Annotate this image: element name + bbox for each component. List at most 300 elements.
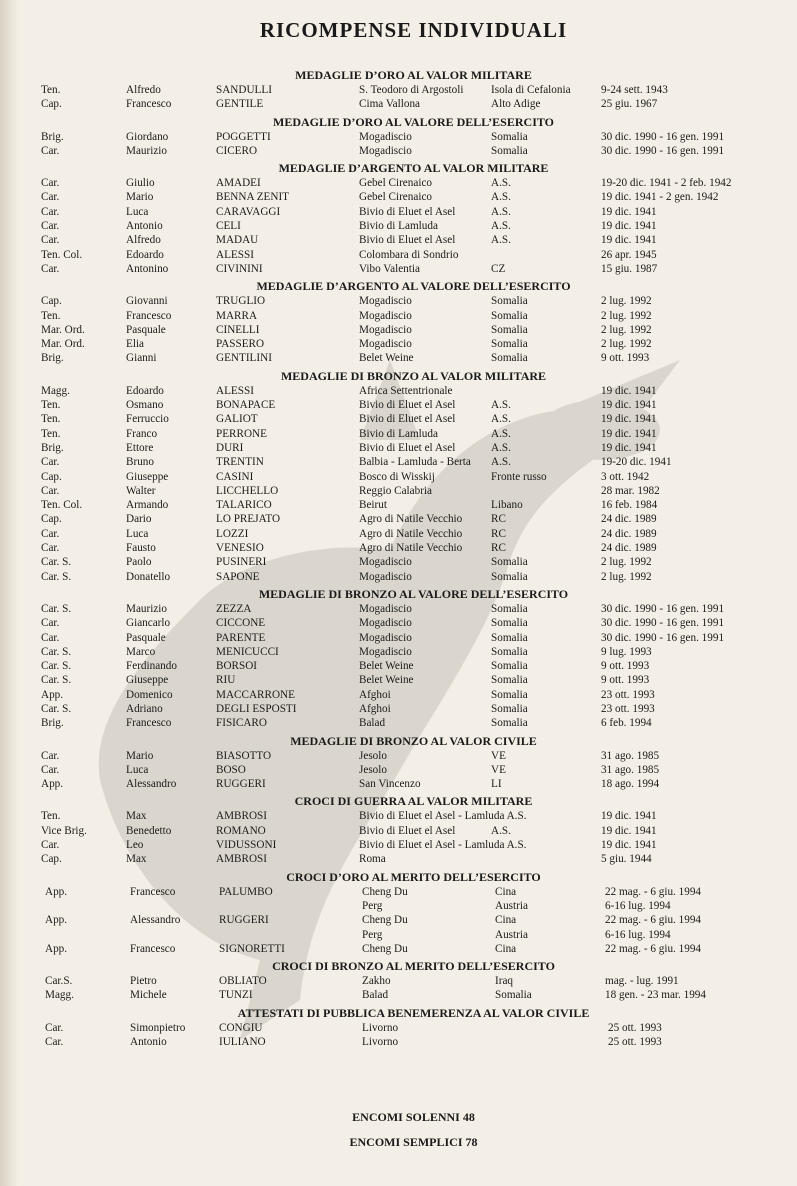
region: Somalia — [491, 688, 528, 701]
place: Balbia - Lamluda - Berta — [359, 456, 471, 469]
section-oro-valore-esercito — [0, 114, 797, 159]
first-name: Luca — [126, 527, 149, 540]
award-row — [0, 323, 797, 337]
first-name: Dario — [126, 513, 152, 526]
rank: Ten. — [41, 427, 61, 440]
surname: MACCARRONE — [216, 688, 295, 701]
date: 19 dic. 1941 — [601, 427, 657, 440]
section-croci-bronzo-merito — [0, 958, 797, 1003]
place: Belet Weine — [359, 674, 414, 687]
encomi-semplici: ENCOMI SEMPLICI 78 — [349, 1135, 478, 1149]
place: Balad — [359, 717, 386, 730]
date: 2 lug. 1992 — [601, 323, 652, 336]
date: 23 ott. 1993 — [601, 688, 655, 701]
place: Mogadiscio — [359, 645, 412, 658]
date: 2 lug. 1992 — [601, 309, 652, 322]
award-row — [0, 942, 797, 956]
rank: App. — [41, 778, 64, 791]
date: 22 mag. - 6 giu. 1994 — [605, 914, 702, 927]
award-row — [0, 749, 797, 763]
surname: RIU — [216, 674, 236, 687]
first-name: Maurizio — [126, 144, 168, 157]
first-name: Pasquale — [126, 323, 166, 336]
rank: Ten. Col. — [41, 248, 83, 261]
place: Cima Vallona — [359, 98, 421, 111]
surname: LICCHELLO — [216, 484, 279, 497]
award-row — [0, 219, 797, 233]
rank: Ten. — [41, 413, 61, 426]
rank: Car. — [45, 1021, 64, 1034]
first-name: Max — [126, 810, 147, 823]
surname: TRUGLIO — [216, 295, 266, 308]
first-name: Donatello — [126, 570, 171, 583]
place: Mogadiscio — [359, 130, 412, 143]
place: Mogadiscio — [359, 570, 412, 583]
surname: CICERO — [216, 144, 258, 157]
first-name: Franco — [126, 427, 158, 440]
award-row — [0, 498, 797, 512]
award-row — [0, 702, 797, 716]
surname: ROMANO — [216, 824, 266, 837]
surname: RUGGERI — [216, 778, 266, 791]
date: 25 ott. 1993 — [608, 1021, 662, 1034]
place: Jesolo — [359, 763, 387, 776]
first-name: Max — [126, 853, 147, 866]
rank: Car. — [41, 527, 60, 540]
region: Cina — [495, 885, 517, 898]
rank: App. — [45, 942, 68, 955]
date: 19 dic. 1941 — [601, 205, 657, 218]
section-heading: MEDAGLIE DI BRONZO AL VALORE DELL’ESERCITO — [258, 586, 569, 601]
first-name: Antonino — [126, 262, 169, 275]
rank: Car. — [41, 144, 60, 157]
rank: Ten. — [41, 309, 61, 322]
award-row — [0, 233, 797, 247]
place: Bivio di Eluet el Asel — [359, 441, 456, 454]
date: 19-20 dic. 1941 - 2 feb. 1942 — [601, 177, 732, 190]
award-row — [0, 455, 797, 469]
rank: Car. S. — [41, 645, 72, 658]
date: 24 dic. 1989 — [601, 513, 657, 526]
surname: MADAU — [216, 234, 259, 247]
place: Bivio di Eluet el Asel — [359, 399, 456, 412]
rank: Mar. Ord. — [41, 338, 85, 351]
place: Mogadiscio — [359, 631, 412, 644]
page-title: RICOMPENSE INDIVIDUALI — [259, 18, 568, 42]
surname: OBLIATO — [219, 975, 267, 988]
date: 30 dic. 1990 - 16 gen. 1991 — [601, 631, 725, 644]
award-row — [0, 809, 797, 823]
surname: PUSINERI — [216, 556, 267, 569]
date: 22 mag. - 6 giu. 1994 — [605, 942, 702, 955]
rank: Car.S. — [45, 975, 73, 988]
region: A.S. — [491, 427, 511, 440]
surname: CINELLI — [216, 323, 260, 336]
region: Austria — [495, 899, 528, 912]
rank: Brig. — [41, 717, 64, 730]
first-name: Giancarlo — [126, 617, 171, 630]
surname: SANDULLI — [216, 84, 272, 96]
surname: AMBROSI — [216, 853, 267, 866]
award-row — [0, 190, 797, 204]
first-name: Mario — [126, 749, 154, 762]
rank: Cap. — [41, 98, 62, 111]
rank: App. — [41, 688, 64, 701]
region: Somalia — [491, 631, 528, 644]
place: Bivio di Lamluda — [359, 220, 438, 233]
surname: TUNZI — [219, 989, 253, 1002]
rank: Ten. — [41, 399, 61, 412]
place: Mogadiscio — [359, 602, 412, 615]
award-row — [0, 97, 797, 111]
rank: Car. — [41, 456, 60, 469]
rank: Car. — [41, 484, 60, 497]
region: RC — [491, 513, 506, 526]
region: Somalia — [491, 144, 528, 157]
date: 16 feb. 1984 — [601, 499, 658, 512]
place: Cheng Du — [362, 914, 408, 927]
date: 30 dic. 1990 - 16 gen. 1991 — [601, 617, 725, 630]
date: 19 dic. 1941 — [601, 441, 657, 454]
date: 31 ago. 1985 — [601, 749, 660, 762]
surname: PALUMBO — [219, 885, 273, 898]
surname: MARRA — [216, 309, 258, 322]
first-name: Giuseppe — [126, 674, 169, 687]
surname: VENESIO — [216, 542, 264, 555]
surname: DURI — [216, 441, 244, 454]
place: Agro di Natile Vecchio — [359, 527, 463, 540]
rank: Car. S. — [41, 602, 72, 615]
surname: AMADEI — [216, 177, 261, 190]
surname: VIDUSSONI — [216, 839, 277, 852]
first-name: Michele — [130, 989, 167, 1002]
date: 2 lug. 1992 — [601, 556, 652, 569]
rank: Car. — [41, 749, 60, 762]
rank: Car. S. — [41, 702, 72, 715]
place: Vibo Valentia — [359, 262, 420, 275]
award-row — [0, 541, 797, 555]
section-heading: ATTESTATI DI PUBBLICA BENEMERENZA AL VALOR CIVILE — [237, 1005, 590, 1020]
region: Somalia — [491, 556, 528, 569]
region: Somalia — [495, 989, 532, 1002]
surname: RUGGERI — [219, 914, 269, 927]
award-row — [0, 337, 797, 351]
place: Belet Weine — [359, 660, 414, 673]
award-row — [0, 852, 797, 866]
place: Bivio di Eluet el Asel — [359, 824, 456, 837]
region: A.S. — [491, 399, 511, 412]
award-row — [0, 659, 797, 673]
first-name: Fausto — [126, 542, 156, 555]
region: A.S. — [491, 441, 511, 454]
award-row — [0, 294, 797, 308]
award-row — [0, 144, 797, 158]
first-name: Walter — [126, 484, 156, 497]
rank: Car. S. — [41, 570, 72, 583]
first-name: Domenico — [126, 688, 173, 701]
section-bronzo-valore-esercito — [0, 586, 797, 731]
region: VE — [491, 749, 506, 762]
rank: Cap. — [41, 513, 62, 526]
first-name: Ferdinando — [126, 660, 177, 673]
date: 19 dic. 1941 — [601, 399, 657, 412]
section-heading: MEDAGLIE D’ORO AL VALORE DELL’ESERCITO — [273, 114, 554, 129]
place: Gebel Cirenaico — [359, 177, 432, 190]
award-row — [0, 1021, 797, 1035]
date: 19 dic. 1941 — [601, 384, 657, 397]
date: 31 ago. 1985 — [601, 763, 660, 776]
date: 6-16 lug. 1994 — [605, 928, 671, 941]
rank: Car. — [41, 763, 60, 776]
surname: SIGNORETTI — [219, 942, 285, 955]
award-row — [0, 885, 797, 899]
first-name: Maurizio — [126, 602, 168, 615]
region: Somalia — [491, 295, 528, 308]
first-name: Bruno — [126, 456, 154, 469]
date: 9-24 sett. 1943 — [601, 84, 668, 96]
rank: Brig. — [41, 130, 64, 143]
region: Somalia — [491, 602, 528, 615]
region: A.S. — [491, 220, 511, 233]
place: Livorno — [362, 1021, 399, 1034]
rank: Car. S. — [41, 674, 72, 687]
date: 22 mag. - 6 giu. 1994 — [605, 885, 702, 898]
place: Mogadiscio — [359, 556, 412, 569]
place: Bivio di Eluet el Asel - Lamluda A.S. — [359, 839, 527, 852]
region: Somalia — [491, 130, 528, 143]
award-row — [0, 309, 797, 323]
rank: Cap. — [41, 853, 62, 866]
region: Libano — [491, 499, 523, 512]
first-name: Alfredo — [126, 234, 161, 247]
place: Agro di Natile Vecchio — [359, 542, 463, 555]
rank: Car. — [41, 631, 60, 644]
award-row — [0, 602, 797, 616]
date: 6 feb. 1994 — [601, 717, 652, 730]
date: 19 dic. 1941 — [601, 810, 657, 823]
surname: BOSO — [216, 763, 246, 776]
region: A.S. — [491, 456, 511, 469]
section-heading: MEDAGLIE D’ARGENTO AL VALORE DELL’ESERCITO — [256, 279, 571, 294]
surname: BIASOTTO — [216, 749, 272, 762]
surname: PASSERO — [216, 338, 265, 351]
region: Somalia — [491, 570, 528, 583]
surname: AMBROSI — [216, 810, 267, 823]
award-row — [0, 913, 797, 927]
award-row — [0, 441, 797, 455]
first-name: Marco — [126, 645, 156, 658]
date: mag. - lug. 1991 — [605, 975, 679, 988]
surname: GALIOT — [216, 413, 258, 426]
place: Bivio di Eluet el Asel — [359, 205, 456, 218]
place: Perg — [362, 899, 383, 912]
surname: TRENTIN — [216, 456, 264, 469]
date: 25 giu. 1967 — [601, 98, 658, 111]
date: 2 lug. 1992 — [601, 295, 652, 308]
surname: LOZZI — [216, 527, 249, 540]
surname: PARENTE — [216, 631, 266, 644]
place: Bivio di Eluet el Asel — [359, 413, 456, 426]
surname: BENNA ZENIT — [216, 191, 290, 204]
date: 19 dic. 1941 — [601, 824, 657, 837]
section-heading: CROCI DI BRONZO AL MERITO DELL’ESERCITO — [272, 959, 555, 974]
surname: CELI — [216, 220, 241, 233]
place: Cheng Du — [362, 942, 408, 955]
region: LI — [491, 778, 502, 791]
rank: Car. — [41, 205, 60, 218]
surname: POGGETTI — [216, 130, 271, 143]
place: Reggio Calabria — [359, 484, 433, 497]
first-name: Benedetto — [126, 824, 172, 837]
award-row — [0, 777, 797, 791]
region: Somalia — [491, 717, 528, 730]
rank: Car. — [41, 220, 60, 233]
first-name: Pietro — [130, 975, 157, 988]
date: 18 gen. - 23 mar. 1994 — [605, 989, 706, 1002]
date: 30 dic. 1990 - 16 gen. 1991 — [601, 130, 725, 143]
rank: Cap. — [41, 295, 62, 308]
date: 26 apr. 1945 — [601, 248, 657, 261]
date: 19 dic. 1941 — [601, 413, 657, 426]
award-row — [0, 398, 797, 412]
region: Somalia — [491, 309, 528, 322]
award-row — [0, 384, 797, 398]
surname: CASINI — [216, 470, 254, 483]
rank: Ten. Col. — [41, 499, 83, 512]
place: S. Teodoro di Argostoli — [359, 84, 464, 96]
first-name: Giovanni — [126, 295, 168, 308]
first-name: Leo — [126, 839, 144, 852]
award-row — [0, 412, 797, 426]
first-name: Gianni — [126, 352, 157, 365]
region: Somalia — [491, 323, 528, 336]
first-name: Edoardo — [126, 384, 164, 397]
surname: ZEZZA — [216, 602, 252, 615]
region: A.S. — [491, 824, 511, 837]
rank: Vice Brig. — [41, 824, 87, 837]
award-row — [0, 974, 797, 988]
surname: CICCONE — [216, 617, 266, 630]
region: A.S. — [491, 413, 511, 426]
region: VE — [491, 763, 506, 776]
section-heading: CROCI D’ORO AL MERITO DELL’ESERCITO — [286, 869, 541, 884]
rank: Mar. Ord. — [41, 323, 85, 336]
award-row — [0, 527, 797, 541]
place: Balad — [362, 989, 389, 1002]
surname: DEGLI ESPOSTI — [216, 702, 297, 715]
place: Mogadiscio — [359, 144, 412, 157]
place: Mogadiscio — [359, 338, 412, 351]
date: 9 ott. 1993 — [601, 352, 650, 365]
date: 3 ott. 1942 — [601, 470, 650, 483]
section-attestati-benemerenza — [0, 1005, 797, 1050]
first-name: Mario — [126, 191, 154, 204]
region: Fronte russo — [491, 470, 547, 483]
place: Afghoi — [359, 688, 391, 701]
rank: Car. — [41, 177, 60, 190]
date: 9 ott. 1993 — [601, 660, 650, 673]
awards-list — [0, 65, 797, 1049]
rank: Brig. — [41, 441, 64, 454]
rank: Ten. — [41, 84, 61, 96]
surname: LO PREJATO — [216, 513, 281, 526]
rank: Car. — [41, 839, 60, 852]
rank: Magg. — [41, 384, 70, 397]
place: Africa Settentrionale — [359, 384, 453, 397]
date: 6-16 lug. 1994 — [605, 899, 671, 912]
first-name: Ferruccio — [126, 413, 169, 426]
rank: Car. — [45, 1036, 64, 1049]
place: Roma — [359, 853, 386, 866]
place: Bivio di Lamluda — [359, 427, 438, 440]
first-name: Paolo — [126, 556, 152, 569]
first-name: Edoardo — [126, 248, 164, 261]
first-name: Armando — [126, 499, 169, 512]
rank: Car. S. — [41, 556, 72, 569]
place: Perg — [362, 928, 383, 941]
section-bronzo-valor-civile — [0, 733, 797, 792]
place: Zakho — [362, 975, 391, 988]
place: Bivio di Eluet el Asel - Lamluda A.S. — [359, 810, 527, 823]
award-row — [0, 570, 797, 584]
surname: GENTILINI — [216, 352, 272, 365]
region: Iraq — [495, 975, 514, 988]
rank: Car. — [41, 617, 60, 630]
award-row — [0, 248, 797, 262]
surname: FISICARO — [216, 717, 267, 730]
date: 2 lug. 1992 — [601, 338, 652, 351]
place: Mogadiscio — [359, 323, 412, 336]
award-row — [0, 824, 797, 838]
award-row — [0, 673, 797, 687]
date: 19 dic. 1941 — [601, 220, 657, 233]
surname: CONGIU — [219, 1021, 263, 1034]
award-row — [0, 988, 797, 1002]
first-name: Alfredo — [126, 84, 161, 96]
first-name: Elia — [126, 338, 145, 351]
date: 5 giu. 1944 — [601, 853, 652, 866]
surname: MENICUCCI — [216, 645, 279, 658]
award-row — [0, 645, 797, 659]
award-row — [0, 899, 797, 913]
region: A.S. — [491, 234, 511, 247]
surname: GENTILE — [216, 98, 264, 111]
surname: PERRONE — [216, 427, 267, 440]
region: A.S. — [491, 177, 511, 190]
section-heading: MEDAGLIE DI BRONZO AL VALOR CIVILE — [290, 733, 537, 748]
date: 25 ott. 1993 — [608, 1036, 662, 1049]
date: 15 giu. 1987 — [601, 262, 658, 275]
award-row — [0, 763, 797, 777]
region: RC — [491, 527, 506, 540]
surname: TALARICO — [216, 499, 272, 512]
section-heading: MEDAGLIE D’ORO AL VALOR MILITARE — [295, 68, 532, 82]
first-name: Giulio — [126, 177, 155, 190]
first-name: Ettore — [126, 441, 154, 454]
place: Afghoi — [359, 702, 391, 715]
surname: IULIANO — [219, 1036, 266, 1049]
surname: CARAVAGGI — [216, 205, 281, 218]
date: 30 dic. 1990 - 16 gen. 1991 — [601, 144, 725, 157]
place: Belet Weine — [359, 352, 414, 365]
region: CZ — [491, 262, 506, 275]
first-name: Luca — [126, 763, 149, 776]
region: Isola di Cefalonia — [491, 84, 571, 96]
rank: App. — [45, 885, 68, 898]
place: San Vincenzo — [359, 778, 421, 791]
region: Cina — [495, 914, 517, 927]
section-argento-valor-militare — [0, 160, 797, 276]
